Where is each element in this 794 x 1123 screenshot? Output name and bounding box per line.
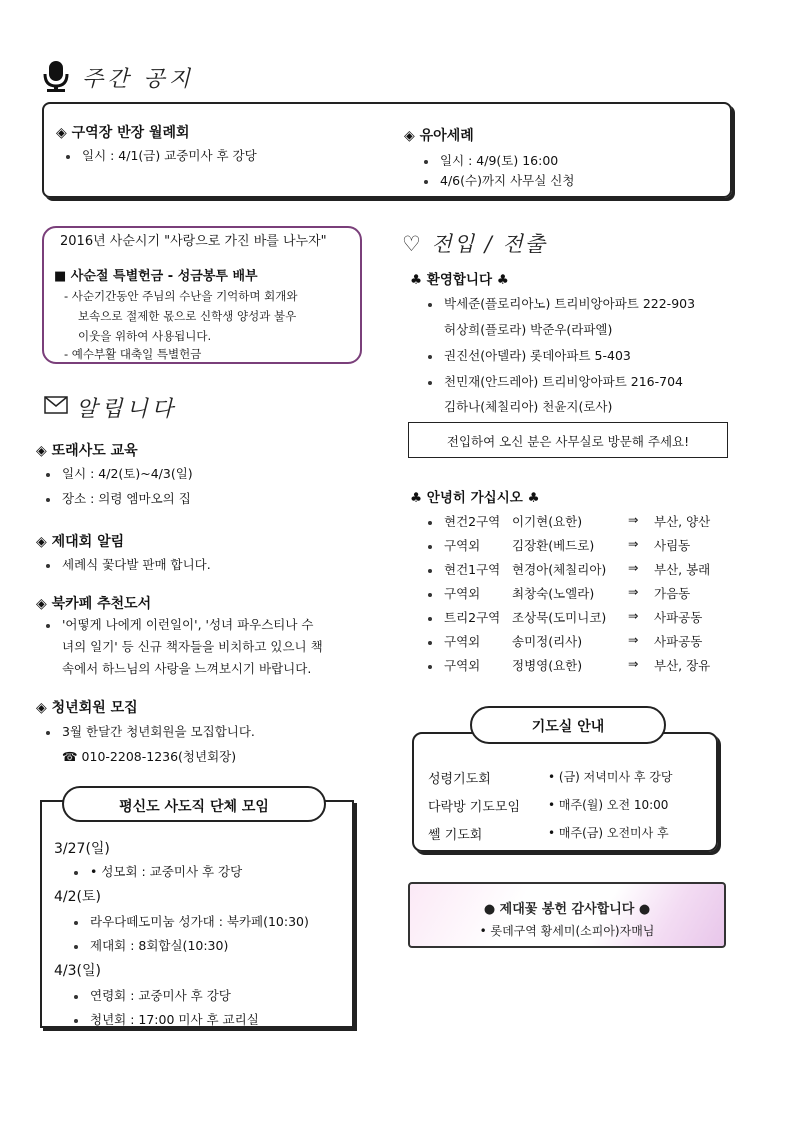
- welcome-item: 권진선(아델라) 롯데아파트 5-403: [428, 346, 631, 364]
- notice-item-cont: ☎ 010-2208-1236(청년회장): [62, 749, 237, 764]
- farewell-heading: ♣ 안녕히 가십시오 ♣: [410, 490, 540, 506]
- farewell-area: 현건1구역: [428, 560, 500, 578]
- farewell-dest: 사파공동: [654, 610, 703, 625]
- lent-line: 이웃을 위하여 사용됩니다.: [78, 329, 212, 343]
- lent-line: - 예수부활 대축일 특별헌금: [64, 347, 202, 361]
- microphone-icon: [42, 60, 70, 92]
- farewell-arrow: ⇒: [628, 560, 639, 575]
- notice-item: 일시 : 4/2(토)~4/3(일): [46, 464, 193, 482]
- laity-date: 4/3(일): [54, 963, 101, 979]
- weekly-right-item: 일시 : 4/9(토) 16:00: [424, 151, 558, 169]
- notice-heading: ◈ 제대회 알림: [36, 534, 125, 550]
- farewell-dest: 부산, 봉래: [654, 562, 711, 577]
- notice-item-cont: 녀의 일기' 등 신규 책자들을 비치하고 있으니 책: [62, 639, 323, 654]
- weekly-right-heading: ◈ 유아세례: [404, 128, 474, 144]
- weekly-left-heading: ◈ 구역장 반장 월례회: [56, 125, 190, 141]
- farewell-arrow: ⇒: [628, 584, 639, 599]
- thanks-title: ● 제대꽃 봉헌 감사합니다 ●: [483, 902, 651, 917]
- notice-item: '어떻게 나에게 이런일이', '성녀 파우스티나 수: [46, 615, 314, 633]
- notice-heading: ◈ 또래사도 교육: [36, 443, 138, 459]
- welcome-item: 박세준(플로리아노) 트리비앙아파트 222-903: [428, 294, 695, 312]
- lent-line: 보속으로 절제한 몫으로 신학생 양성과 불우: [78, 309, 297, 323]
- farewell-arrow: ⇒: [628, 656, 639, 671]
- prayer-name: 다락방 기도모임: [428, 800, 521, 815]
- laity-item: 연령회 : 교중미사 후 강당: [74, 986, 231, 1004]
- laity-item: 라우다떼도미눔 성가대 : 북카페(10:30): [74, 912, 309, 930]
- welcome-item: 허상희(플로라) 박준우(라파엘): [444, 322, 613, 337]
- farewell-name: 최창숙(노엘라): [512, 586, 595, 601]
- farewell-dest: 사림동: [654, 538, 691, 553]
- farewell-dest: 부산, 양산: [654, 514, 711, 529]
- prayer-name: 성령기도회: [428, 772, 491, 787]
- farewell-name: 송미정(리사): [512, 634, 583, 649]
- farewell-arrow: ⇒: [628, 608, 639, 623]
- farewell-dest: 부산, 장유: [654, 658, 711, 673]
- welcome-item: 천민재(안드레아) 트리비앙아파트 216-704: [428, 372, 683, 390]
- lent-title: 2016년 사순시기 "사랑으로 가진 바를 나누자": [60, 234, 327, 249]
- notice-item-cont: 속에서 하느님의 사랑을 느껴보시기 바랍니다.: [62, 661, 312, 676]
- weekly-title: 주간 공지: [82, 67, 195, 92]
- notice-heading: ◈ 북카페 추천도서: [36, 596, 152, 612]
- move-title: ♡ 전입 / 전출: [402, 232, 548, 256]
- laity-item: 제대회 : 8회합실(10:30): [74, 936, 228, 954]
- farewell-name: 이기현(요한): [512, 514, 583, 529]
- farewell-name: 현경아(체칠리아): [512, 562, 607, 577]
- notice-item: 장소 : 의령 엠마오의 집: [46, 489, 191, 507]
- lent-line: - 사순기간동안 주님의 수난을 기억하며 회개와: [64, 289, 298, 303]
- notice-item: 3월 한달간 청년회원을 모집합니다.: [46, 722, 255, 740]
- notice-item: 세례식 꽃다발 판매 합니다.: [46, 555, 211, 573]
- weekly-left-item: 일시 : 4/1(금) 교중미사 후 강당: [66, 146, 257, 164]
- farewell-arrow: ⇒: [628, 632, 639, 647]
- farewell-area: 구역외: [428, 536, 480, 554]
- welcome-item: 김하나(체칠리아) 천윤지(로사): [444, 399, 613, 414]
- farewell-name: 조상묵(도미니코): [512, 610, 607, 625]
- farewell-arrow: ⇒: [628, 536, 639, 551]
- laity-box-top-left: [40, 800, 64, 802]
- laity-box-top-right: [324, 800, 354, 802]
- thanks-line: • 롯데구역 황세미(소피아)자매님: [479, 924, 655, 938]
- farewell-area: 현건2구역: [428, 512, 500, 530]
- notice-title: 알립니다: [76, 397, 178, 422]
- farewell-area: 구역외: [428, 656, 480, 674]
- farewell-name: 정병영(요한): [512, 658, 583, 673]
- laity-date: 4/2(토): [54, 889, 101, 905]
- notice-heading: ◈ 청년회원 모집: [36, 700, 138, 716]
- visit-note: 전입하여 오신 분은 사무실로 방문해 주세요!: [446, 434, 690, 449]
- laity-title: 평신도 사도직 단체 모임: [119, 799, 269, 815]
- laity-item: • 성모회 : 교중미사 후 강당: [74, 862, 242, 880]
- farewell-arrow: ⇒: [628, 512, 639, 527]
- farewell-dest: 가음동: [654, 586, 691, 601]
- prayer-info: • 매주(월) 오전 10:00: [548, 798, 669, 812]
- laity-item: 청년회 : 17:00 미사 후 교리실: [74, 1010, 259, 1028]
- farewell-area: 구역외: [428, 632, 480, 650]
- farewell-area: 트리2구역: [428, 608, 500, 626]
- prayer-name: 쎌 기도회: [428, 828, 483, 843]
- weekly-right-item: 4/6(수)까지 사무실 신청: [424, 171, 574, 189]
- farewell-dest: 사파공동: [654, 634, 703, 649]
- welcome-heading: ♣ 환영합니다 ♣: [410, 272, 509, 288]
- prayer-info: • (금) 저녁미사 후 강당: [548, 770, 673, 784]
- farewell-name: 김장환(베드로): [512, 538, 595, 553]
- envelope-icon: [44, 396, 68, 414]
- prayer-info: • 매주(금) 오전미사 후: [548, 826, 669, 840]
- prayer-title: 기도실 안내: [531, 719, 605, 735]
- lent-subheading: ■ 사순절 특별헌금 - 성금봉투 배부: [54, 269, 258, 284]
- laity-date: 3/27(일): [54, 841, 110, 857]
- farewell-area: 구역외: [428, 584, 480, 602]
